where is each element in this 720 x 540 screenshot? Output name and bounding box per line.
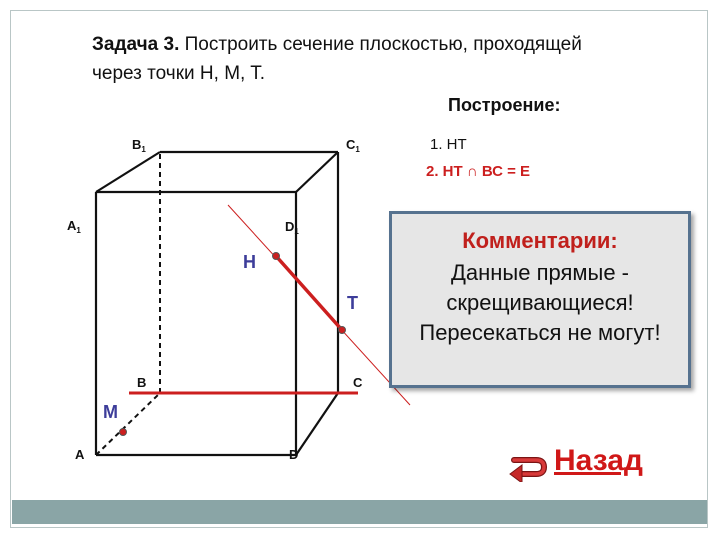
back-button-label: Назад xyxy=(554,444,643,477)
vertex-label-d1-subscript: 1 xyxy=(294,227,299,236)
vertex-label-b1-subscript: 1 xyxy=(141,145,146,154)
comment-text: Данные прямые - скрещивающиеся! Пересекаться не могут! xyxy=(419,260,661,345)
vertex-label-c: C xyxy=(353,375,363,390)
svg-text:B xyxy=(137,375,146,390)
vertex-label-d: D xyxy=(289,447,299,462)
svg-text:D xyxy=(289,447,298,462)
vertex-label-c1-subscript: 1 xyxy=(355,145,360,154)
vertex-label-a: A xyxy=(75,447,85,462)
comment-box xyxy=(389,211,691,388)
problem-statement: Построить сечение плоскостью, проходящей через точки H, M, T. xyxy=(92,34,582,84)
back-button[interactable] xyxy=(508,444,668,488)
vertex-label-d1: D xyxy=(285,219,295,234)
edge-d1-c1 xyxy=(296,152,338,192)
point-label-m: M xyxy=(103,402,118,422)
svg-text:B1 xyxy=(132,137,146,154)
svg-text:A1 xyxy=(67,218,81,235)
point-t-marker xyxy=(339,327,346,334)
u-turn-arrow-icon xyxy=(508,452,548,482)
problem-number: Задача 3. xyxy=(92,34,180,55)
point-label-h: H xyxy=(243,252,256,272)
svg-text:C xyxy=(353,375,363,390)
svg-text:D1 xyxy=(285,219,299,236)
vertex-label-a1: A xyxy=(67,218,77,233)
vertex-label-c1: C xyxy=(346,137,356,152)
point-label-t: T xyxy=(347,293,358,313)
edge-a1-b1 xyxy=(96,152,160,192)
svg-text:A xyxy=(75,447,85,462)
comment-title: Комментарии: xyxy=(462,228,618,253)
vertex-label-a1-subscript: 1 xyxy=(76,226,81,235)
edge-d-c xyxy=(296,393,338,455)
construction-heading: Построение: xyxy=(448,95,561,115)
vertex-label-b1: B xyxy=(132,137,142,152)
vertex-label-b: B xyxy=(137,375,147,390)
construction-step-1: 1. HT xyxy=(430,136,467,153)
point-h-marker xyxy=(273,253,280,260)
point-m-marker xyxy=(120,429,127,436)
svg-text:C1 xyxy=(346,137,360,154)
segment-ht xyxy=(276,256,342,330)
construction-step-2: 2. HT ∩ ВС = Е xyxy=(426,163,531,180)
